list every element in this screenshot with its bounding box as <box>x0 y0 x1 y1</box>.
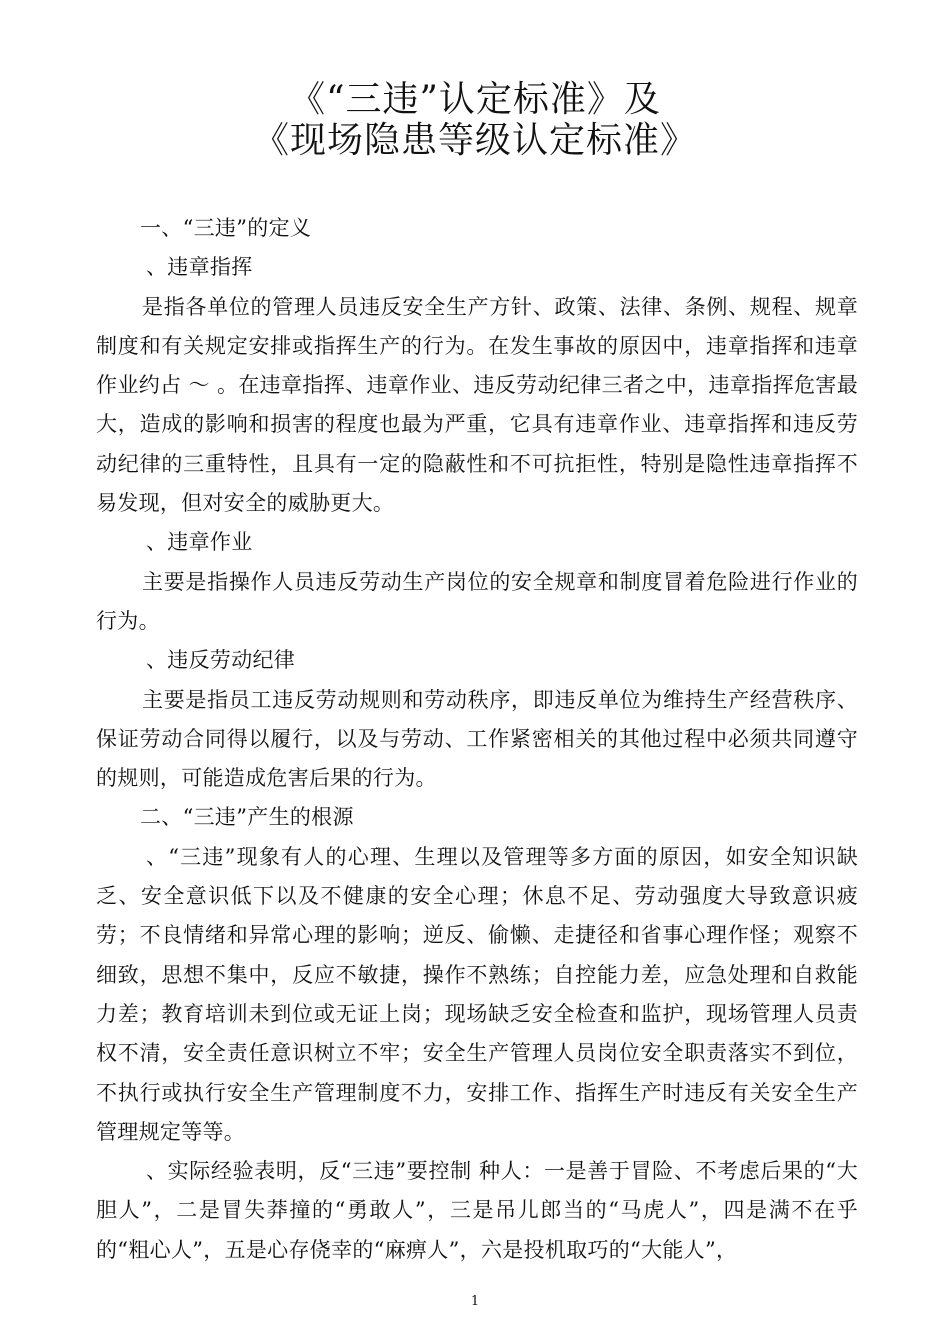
paragraph-labor-discipline: 主要是指员工违反劳动规则和劳动秩序，即违反单位为维持生产经营秩序、保证劳动合同得以履行，以及与劳动、工作紧密相关的其他过程中必须共同遵守的规则，可能造成危害后果的行为。 <box>96 687 858 791</box>
section-heading-root-causes: 二、“三违”产生的根源 <box>140 805 354 830</box>
section-heading-definition: 一、“三违”的定义 <box>140 216 312 240</box>
page-number: 1 <box>470 1294 480 1309</box>
subheading-illegal-command: 、违章指挥 <box>146 255 253 280</box>
subheading-labor-discipline: 、违反劳动纪律 <box>146 648 296 673</box>
paragraph-illegal-operation: 主要是指操作人员违反劳动生产岗位的安全规章和制度冒着危险进行作业的行为。 <box>96 569 858 633</box>
title-line-2: 《现场隐患等级认定标准》 <box>252 120 697 161</box>
paragraph-illegal-command: 是指各单位的管理人员违反安全生产方针、政策、法律、条例、规程、规章制度和有关规定安排或指挥生产的行为。在发生事故的原因中，违章指挥和违章作业约占 ～ 。在违章指挥、违章作业、违反劳动纪律三者之中，违章指挥危害最大，造成的影响和损害的程度也最为严重，它具有违章作业、违章指挥和违反劳动纪律的三重特性，且具有一定的隐蔽性和不可抗拒性，特别是隐性违章指挥不易发现，但对安全的威胁更大。 <box>96 294 858 516</box>
subheading-illegal-operation: 、违章作业 <box>146 530 253 555</box>
document-body <box>96 209 858 1270</box>
paragraph-root-cause-1: 、“三违”现象有人的心理、生理以及管理等多方面的原因，如安全知识缺乏、安全意识低下以及不健康的安全心理；休息不足、劳动强度大导致意识疲劳；不良情绪和异常心理的影响；逆反、偷懒、走捷径和省事心理作怪；观察不细致，思想不集中，反应不敏捷，操作不熟练；自控能力差，应急处理和自救能力差；教育培训未到位或无证上岗；现场缺乏安全检查和监护，现场管理人员责权不清，安全责任意识树立不牢；安全生产管理人员岗位安全职责落实不到位，不执行或执行安全生产管理制度不力，安排工作、指挥生产时违反有关安全生产管理规定等等。 <box>96 844 858 1144</box>
title-line-1: 《“三违”认定标准》及 <box>289 79 661 120</box>
paragraph-root-cause-2: 、实际经验表明，反“三违”要控制 种人：一是善于冒险、不考虑后果的“大胆人”，二是冒失莽撞的“勇敢人”，三是吊儿郎当的“马虎人”，四是满不在乎的“粗心人”，五是心存侥幸的“麻痹人”，六是投机取巧的“大能人”， <box>96 1159 858 1262</box>
